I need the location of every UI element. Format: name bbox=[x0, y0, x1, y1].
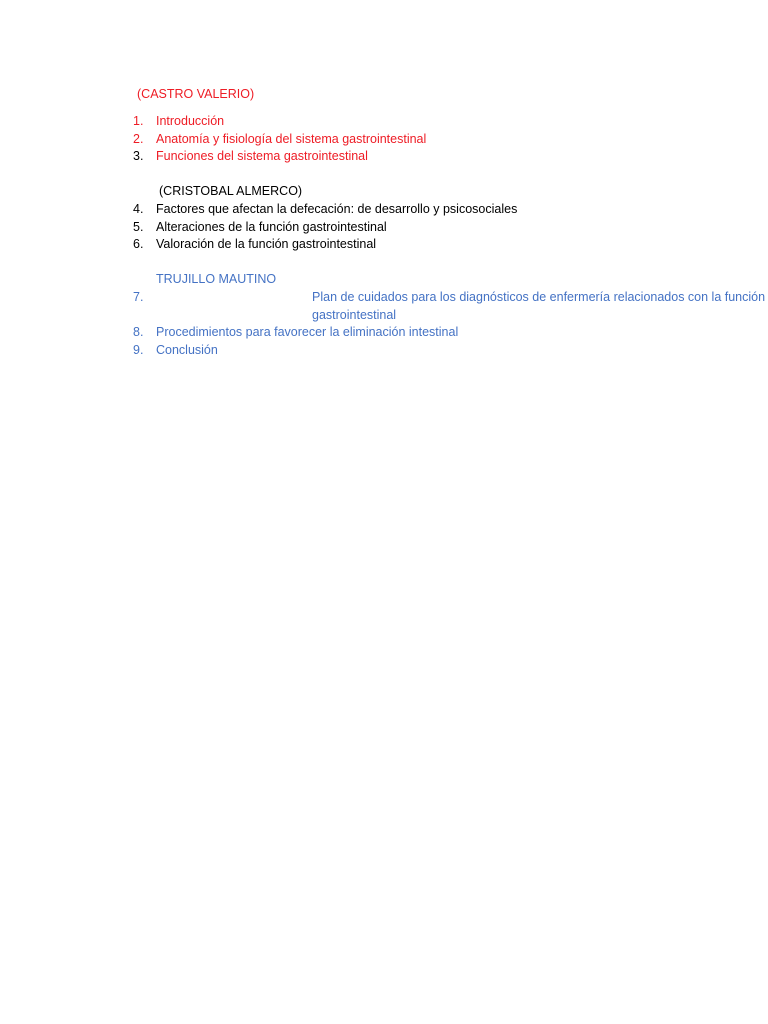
list-item-text: Plan de cuidados para los diagnósticos de enfermería relacionados con la función gastrointestinal bbox=[312, 290, 766, 322]
list-item bbox=[0, 342, 768, 360]
list-item bbox=[0, 236, 768, 254]
list-item-text: Procedimientos para favorecer la eliminación intestinal bbox=[156, 325, 459, 340]
list-item-number: 4. bbox=[133, 202, 144, 216]
list-item-text: Anatomía y fisiología del sistema gastrointestinal bbox=[156, 131, 427, 146]
list-item-number: 6. bbox=[133, 237, 144, 252]
list-item-number: 1. bbox=[133, 114, 144, 128]
list-item-number: 5. bbox=[133, 219, 144, 234]
list-item-text: Conclusión bbox=[156, 342, 218, 357]
list-item-number: 2. bbox=[133, 131, 144, 146]
list-item-text: Funciones del sistema gastrointestinal bbox=[156, 149, 368, 164]
list-item-text: Factores que afectan la defecación: de desarrollo y psicosociales bbox=[156, 202, 518, 216]
section-heading: (CASTRO VALERIO) bbox=[137, 87, 255, 101]
list-item bbox=[0, 289, 768, 324]
list-item-number: 9. bbox=[133, 342, 144, 357]
list-item-number: 8. bbox=[133, 325, 144, 340]
section-castro-valerio-list bbox=[0, 113, 768, 166]
list-item bbox=[0, 131, 768, 149]
list-item bbox=[0, 148, 768, 166]
list-item bbox=[0, 113, 768, 131]
list-item-number: 3. bbox=[133, 149, 144, 164]
list-item-number: 7. bbox=[133, 290, 144, 304]
section-cristobal-almerco-list bbox=[0, 201, 768, 254]
list-item-text: Alteraciones de la función gastrointestinal bbox=[156, 219, 387, 234]
list-item bbox=[0, 219, 768, 237]
section-trujillo-mautino-list bbox=[0, 289, 768, 359]
list-item bbox=[0, 201, 768, 219]
section-heading: (CRISTOBAL ALMERCO) bbox=[159, 184, 303, 198]
list-item-text: Introducción bbox=[156, 114, 225, 128]
section-heading: TRUJILLO MAUTINO bbox=[156, 272, 277, 286]
list-item bbox=[0, 324, 768, 342]
list-item-text: Valoración de la función gastrointestinal bbox=[156, 237, 377, 252]
